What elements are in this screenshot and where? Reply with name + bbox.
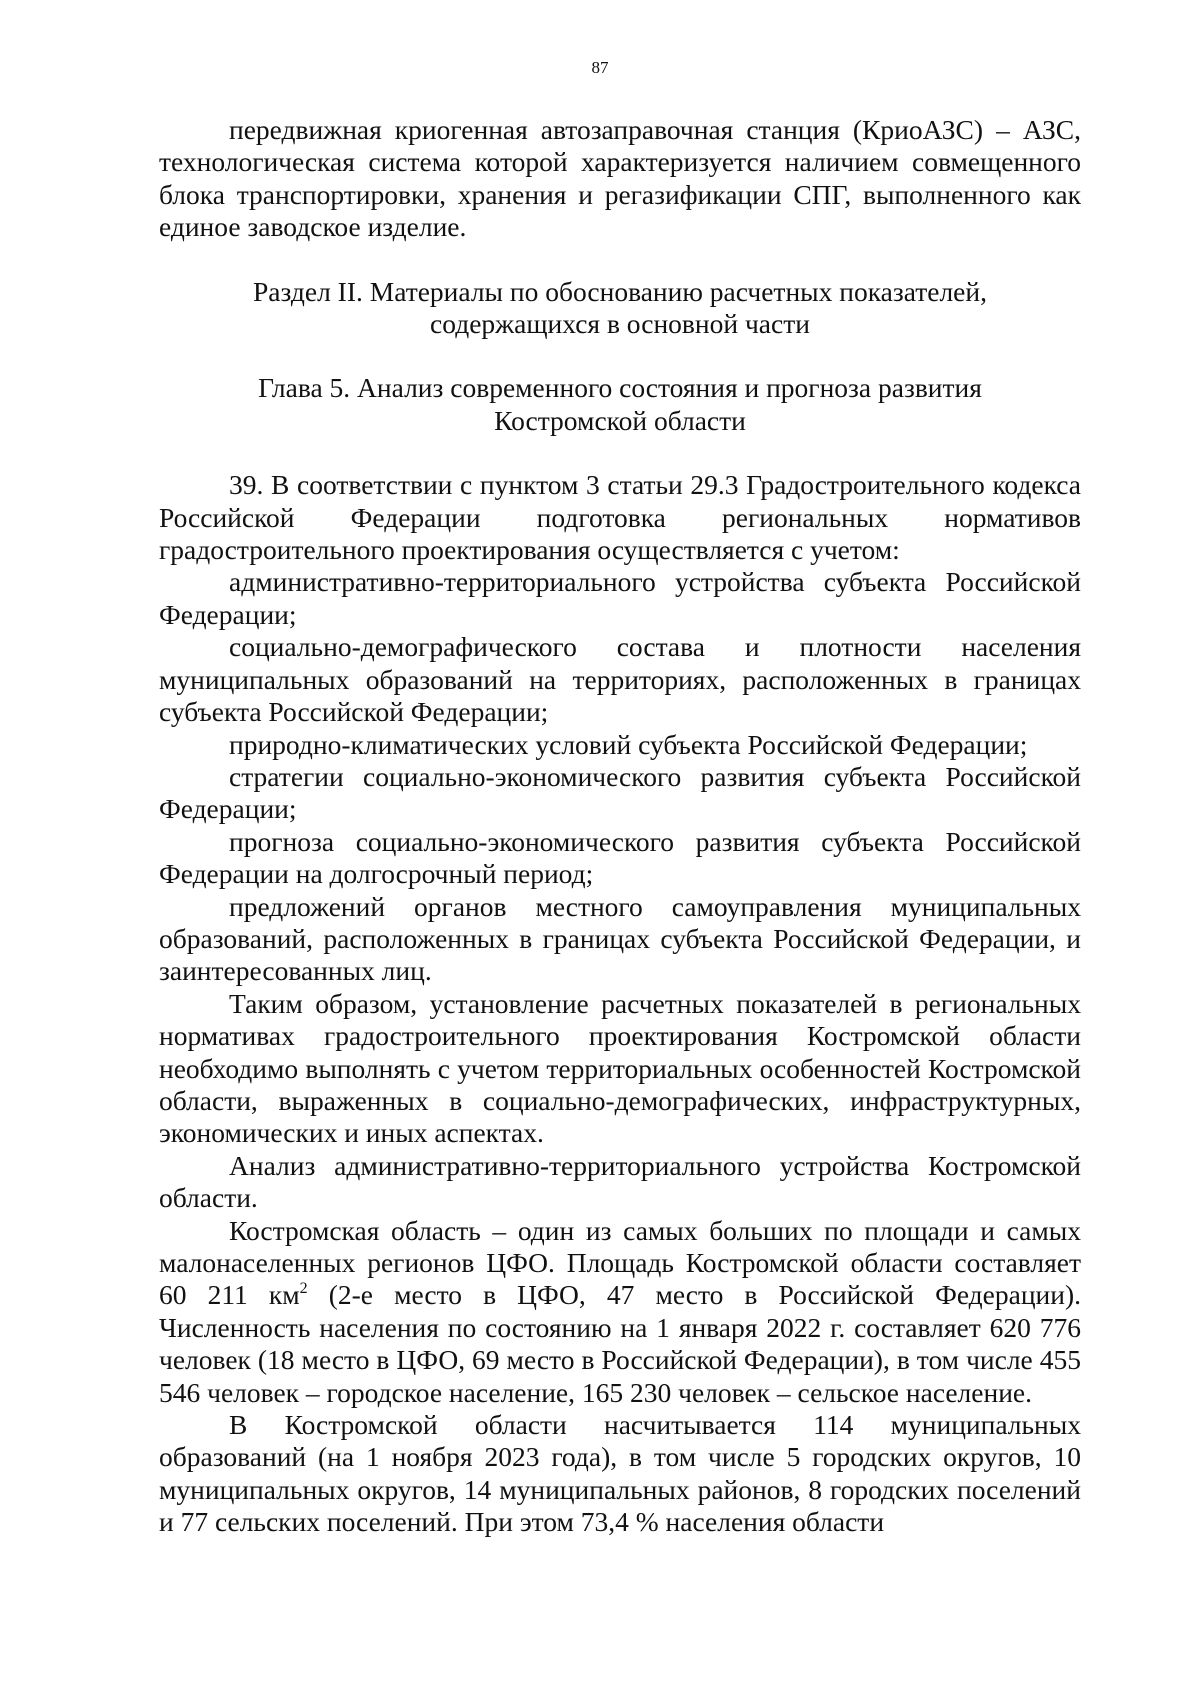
- list-item-social-demographic: социально-демографического состава и плотности населения муниципальных образований на территориях, расположенных в границах субъекта Российской Федерации;: [159, 631, 1081, 728]
- chapter-heading: [159, 372, 1081, 437]
- paragraph-area-population: [159, 1215, 1081, 1409]
- lead-paragraph: передвижная криогенная автозаправочная станция (КриоАЗС) – АЗС, технологическая система которой характеризуется наличием совмещенного блока транспортировки, хранения и регазификации СПГ, выполненного как единое заводское изделие.: [159, 114, 1081, 243]
- section-heading-line-2: содержащихся в основной части: [430, 308, 810, 340]
- area-text-before: Костромская область – один из самых больших по площади и самых малонаселенных регионов ЦФО. Площадь Костромской области составляет 60 211 км: [159, 1214, 1081, 1311]
- chapter-heading-line-2: Костромской области: [494, 404, 746, 436]
- list-item-admin-structure: административно-территориального устройства субъекта Российской Федерации;: [159, 566, 1081, 630]
- page-number: 87: [591, 58, 609, 77]
- paragraph-municipalities: В Костромской области насчитывается 114 муниципальных образований (на 1 ноября 2023 года), в том числе 5 городских округов, 10 муниципальных округов, 14 муниципальных районов, 8 городских поселений и 77 сельских поселений. При этом 73,4 % населения области: [159, 1409, 1081, 1538]
- section-heading-line-1: Раздел II. Материалы по обоснованию расчетных показателей,: [253, 275, 987, 307]
- area-superscript: 2: [299, 1280, 308, 1298]
- chapter-heading-line-1: Глава 5. Анализ современного состояния и прогноза развития: [258, 372, 982, 404]
- paragraph-conclusion: Таким образом, установление расчетных показателей в региональных нормативах градостроительного проектирования Костромской области необходимо выполнять с учетом территориальных особенностей Костромской области, выраженных в социально-демографических, инфраструктурных, экономических и иных аспектах.: [159, 987, 1081, 1149]
- list-item-forecast: прогноза социально-экономического развития субъекта Российской Федерации на долгосрочный период;: [159, 825, 1081, 890]
- list-item-strategy: стратегии социально-экономического развития субъекта Российской Федерации;: [159, 760, 1081, 825]
- paragraph-39: 39. В соответствии с пунктом 3 статьи 29.3 Градостроительного кодекса Российской Федерации подготовка региональных нормативов градостроительного проектирования осуществляется с учетом:: [159, 469, 1081, 566]
- section-heading: [159, 276, 1081, 341]
- paragraph-analysis-title: Анализ административно-территориального устройства Костромской области.: [159, 1149, 1081, 1214]
- page-body: [159, 114, 1081, 1539]
- list-item-climate: природно-климатических условий субъекта Российской Федерации;: [229, 728, 1028, 760]
- area-text-after: (2-е место в ЦФО, 47 место в Российской Федерации). Численность населения по состоянию на 1 января 2022 г. составляет 620 776 человек (18 место в ЦФО, 69 место в Российской Федерации), в том числе 455 546 человек – городское население, 165 230 человек – сельское население.: [159, 1279, 1081, 1408]
- list-item-proposals: предложений органов местного самоуправления муниципальных образований, расположенных в границах субъекта Российской Федерации, и заинтересованных лиц.: [159, 890, 1081, 987]
